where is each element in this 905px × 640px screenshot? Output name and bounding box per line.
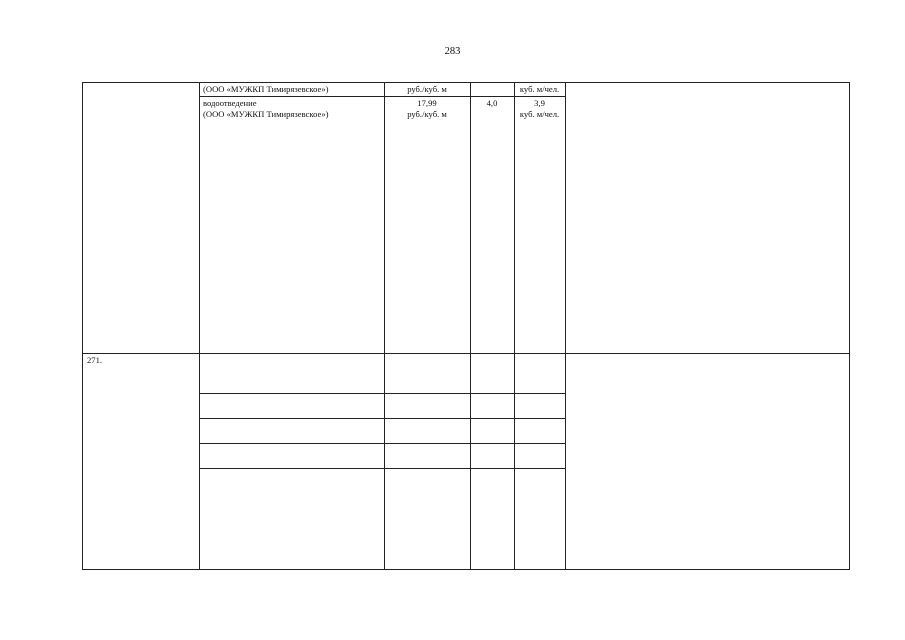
row-divider bbox=[199, 96, 565, 97]
column-divider bbox=[199, 82, 200, 570]
column-divider bbox=[384, 82, 385, 570]
table-border-bottom bbox=[82, 569, 850, 570]
row-number: 271. bbox=[87, 355, 103, 365]
table-border-top bbox=[82, 82, 850, 83]
table-border-right bbox=[849, 82, 850, 570]
settlement-name-wrap bbox=[90, 355, 99, 387]
growth-cell: 4,0 bbox=[486, 98, 498, 108]
tariff-cell: 17,99 руб./куб. м bbox=[407, 98, 447, 119]
service-cell: водоотведение (ООО «МУЖКП Тимирязевское») bbox=[203, 98, 329, 119]
column-divider bbox=[514, 82, 515, 570]
norm-cell: куб. м/чел. bbox=[519, 84, 560, 94]
tariff-table bbox=[82, 82, 850, 570]
tariff-cell: руб./куб. м bbox=[407, 84, 447, 94]
row-divider bbox=[199, 418, 565, 419]
column-divider bbox=[565, 82, 566, 570]
section-divider bbox=[82, 353, 850, 354]
row-divider bbox=[199, 443, 565, 444]
service-cell: (ООО «МУЖКП Тимирязевское») bbox=[203, 84, 329, 94]
table-border-left bbox=[82, 82, 83, 570]
page-number: 283 bbox=[444, 46, 461, 57]
column-divider bbox=[470, 82, 471, 570]
row-divider bbox=[199, 393, 565, 394]
norm-cell: 3,9 куб. м/чел. bbox=[519, 98, 560, 119]
row-divider bbox=[199, 468, 565, 469]
